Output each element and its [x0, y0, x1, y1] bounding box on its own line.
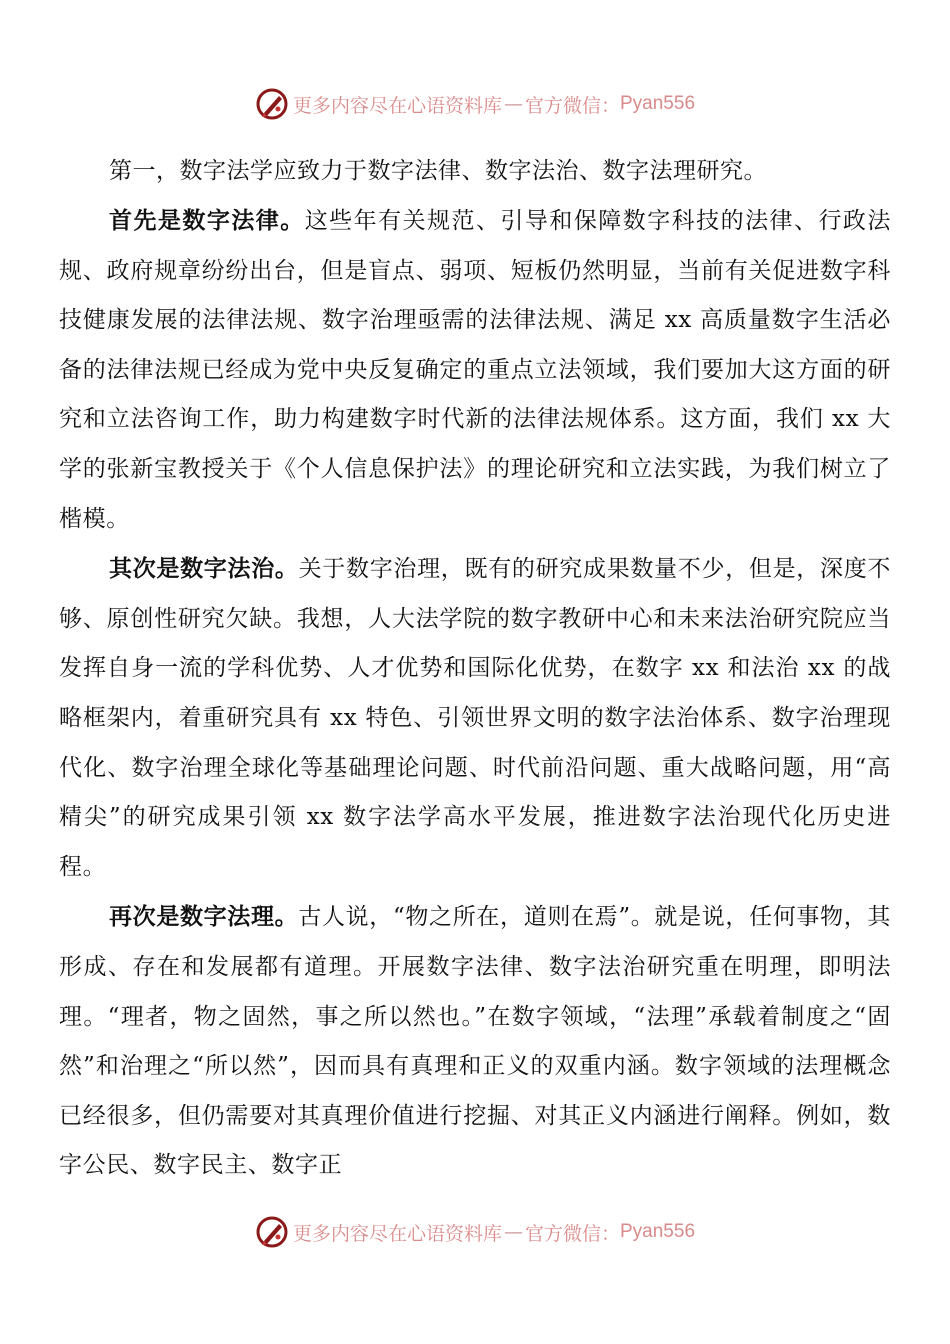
- watermark-separator: —: [503, 93, 523, 115]
- pen-logo-icon: [255, 87, 289, 121]
- watermark-handle: Pyan556: [620, 93, 696, 114]
- paragraph-digital-law: [59, 196, 891, 544]
- document-body: [59, 147, 891, 1191]
- paragraph-digital-jurisprudence: [59, 892, 891, 1191]
- paragraph-digital-rule-of-law: [59, 544, 891, 892]
- paragraph-lead: 再次是数字法理。: [109, 903, 299, 931]
- watermark-handle: Pyan556: [620, 1221, 696, 1242]
- paragraph-text: 这些年有关规范、引导和保障数字科技的法律、行政法规、政府规章纷纷出台，但是盲点、弱项、短板仍然明显，当前有关促进数字科技健康发展的法律法规、数字治理亟需的法律法规、满足 xx 高质量数字生活必备的法律法规已经成为党中央反复确定的重点立法领域，我们要加大这方面的研究和立法咨询工作，助力构建数字时代新的法律法规体系。这方面，我们 xx 大学的张新宝教授关于《个人信息保护法》的理论研究和立法实践，为我们树立了楷模。: [59, 208, 891, 532]
- watermark-separator: —: [503, 1221, 523, 1243]
- watermark-label: 官方微信：: [524, 94, 620, 117]
- watermark-footer: [0, 1212, 950, 1252]
- paragraph-text: 关于数字治理，既有的研究成果数量不少，但是，深度不够、原创性研究欠缺。我想，人大法学院的数字教研中心和未来法治研究院应当发挥自身一流的学科优势、人才优势和国际化优势，在数字 xx 和法治 xx 的战略框架内，着重研究具有 xx 特色、引领世界文明的数字法治体系、数字治理现代化、数字治理全球化等基础理论问题、时代前沿问题、重大战略问题，用“高精尖”的研究成果引领 xx 数字法学高水平发展，推进数字法治现代化历史进程。: [59, 556, 891, 880]
- paragraph-lead: 其次是数字法治。: [109, 555, 299, 583]
- paragraph-lead: 首先是数字法律。: [109, 207, 305, 234]
- watermark-label: 官方微信：: [524, 1222, 620, 1245]
- paragraph-text: 古人说，“物之所在，道则在焉”。就是说，任何事物，其形成、存在和发展都有道理。开展数字法律、数字法治研究重在明理，即明法理。“理者，物之固然，事之所以然也。”在数字领域，“法理”承载着制度之“固然”和治理之“所以然”，因而具有真理和正义的双重内涵。数字领域的法理概念已经很多，但仍需要对其真理价值进行挖掘、对其正义内涵进行阐释。例如，数字公民、数字民主、数字正: [59, 904, 891, 1179]
- watermark-header: [0, 84, 950, 124]
- watermark-text: 更多内容尽在心语资料库: [292, 1222, 502, 1245]
- section-heading: 第一，数字法学应致力于数字法律、数字法治、数字法理研究。: [109, 158, 767, 184]
- pen-logo-icon: [255, 1215, 289, 1249]
- watermark-text: 更多内容尽在心语资料库: [292, 94, 502, 117]
